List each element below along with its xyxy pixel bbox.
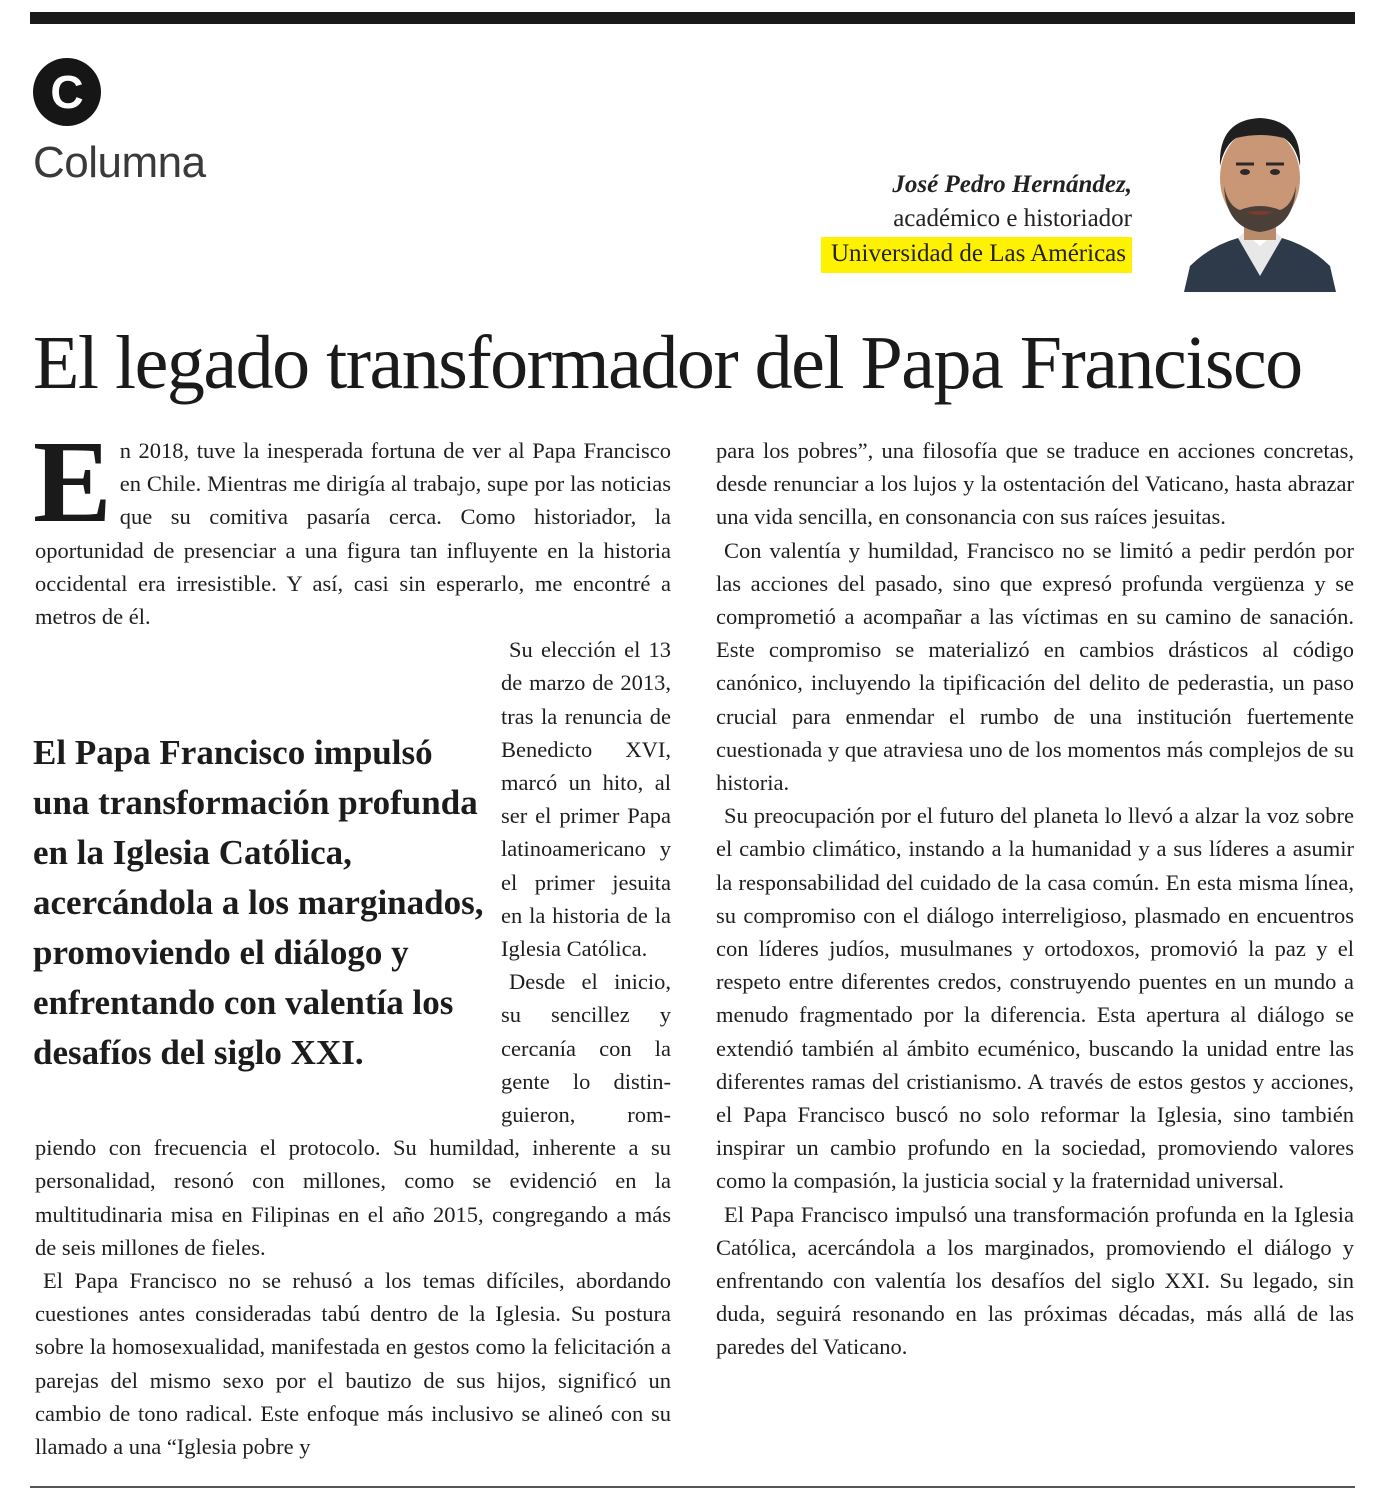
paragraph-2-text: Su elección el 13 de marzo de 2013, tras la renuncia de Benedicto XVI, marcó un hito, al ser el primer Papa latinoamericano y el primer jesuita en la historia de la Iglesia Católica.	[501, 637, 671, 962]
paragraph-8: El Papa Francisco impulsó una transformación profunda en la Iglesia Católica, acercándola a los marginados, promoviendo el diálogo y enfrentando con valentía los desafíos del siglo XXI. Su legado, sin duda, seguirá resonando en las próximas décadas, más allá de las paredes del Vaticano.	[716, 1201, 1354, 1360]
paragraph-4: El Papa Francisco no se rehusó a los temas difíciles, abordando cuestiones antes consideradas tabú dentro de la Iglesia. Su postura sobre la homosexualidad, manifestada en gestos como la felicitación a parejas del mismo sexo por el bautizo de sus hijos, significó un cambio de tono radical. Este enfoque más inclusivo se alineó con su llamado a una “Iglesia pobre y	[35, 1268, 671, 1460]
pullquote: El Papa Francisco impulsó una transformación profunda en la Iglesia Católica, acercándola a los marginados, promoviendo el diálogo y enfrentando con valentía los desafíos del siglo XXI.	[33, 733, 484, 1072]
paragraph-1	[33, 416, 671, 633]
article-column-right	[716, 434, 1354, 1364]
bottom-rule	[30, 1486, 1355, 1488]
author-portrait	[1180, 106, 1340, 292]
paragraph-6: Con valentía y humildad, Francisco no se limitó a pedir perdón por las acciones del pasado, sino que expresó profunda vergüenza y se comprometió a acompañar a las víctimas en su camino de sanación. Este compromiso se materializó en cambios drásticos al código canónico, incluyendo la tipificación del delito de pederastia, un paso crucial para enmendar el rumbo de una institución fuertemente cuestionada y que atraviesa uno de los momentos más complejos de su historia.	[716, 537, 1354, 796]
paragraph-3: Desde el inicio, su sencillez y cercanía con la gente lo distinguieron, rompiendo con frecuencia el protocolo. Su humildad, inherente a su personalidad, resonó con millones, como se evidenció en la multitudinaria misa en Filipinas en el año 2015, congregando a más de seis millones de fieles.	[35, 969, 671, 1260]
author-role: académico e historiador	[893, 205, 1132, 232]
section-label: Columna	[33, 138, 206, 187]
badge-letter: C	[50, 66, 84, 118]
author-institution: Universidad de Las Américas	[821, 237, 1132, 273]
drop-cap: E	[33, 416, 112, 547]
author-name: José Pedro Hernández,	[892, 171, 1132, 198]
author-byline	[821, 168, 1132, 273]
paragraph-5: para los pobres”, una filosofía que se traduce en acciones concretas, desde renunciar a los lujos y la ostentación del Vaticano, hasta abrazar una vida sencilla, en consonancia con sus raíces jesuitas.	[716, 438, 1354, 530]
top-rule	[30, 12, 1355, 24]
headline: El legado transformador del Papa Francisco	[33, 321, 1302, 405]
paragraph-1-text: n 2018, tuve la inesperada fortuna de ver al Papa Francisco en Chile. Mientras me dirigía al trabajo, supe por las noticias que su comitiva pasaría cerca. Como historiador, la oportunidad de presenciar a una figura tan influyente en la historia occidental era irresistible. Y así, casi sin esperarlo, me encontré a metros de él.	[35, 438, 671, 630]
paragraph-7: Su preocupación por el futuro del planeta lo llevó a alzar la voz sobre el cambio climático, instando a la humanidad y a sus líderes a asumir la responsabilidad del cuidado de la casa común. En esta misma línea, su compromiso con el diálogo interreligioso, plasmado en encuentros con líderes judíos, musulmanes y ortodoxos, promovió la paz y el respeto entre diferentes credos, construyendo puentes en un mundo a menudo fragmentado por la diferencia. Esta apertura al diálogo se extendió también al ámbito ecuménico, buscando la unidad entre las diferentes ramas del cristianismo. A través de estos gestos y acciones, el Papa Francisco buscó no solo reformar la Iglesia, sino también inspirar un cambio profundo en la sociedad, promoviendo valores como la compasión, la justicia social y la fraternidad universal.	[716, 803, 1354, 1194]
section-badge	[33, 58, 101, 126]
